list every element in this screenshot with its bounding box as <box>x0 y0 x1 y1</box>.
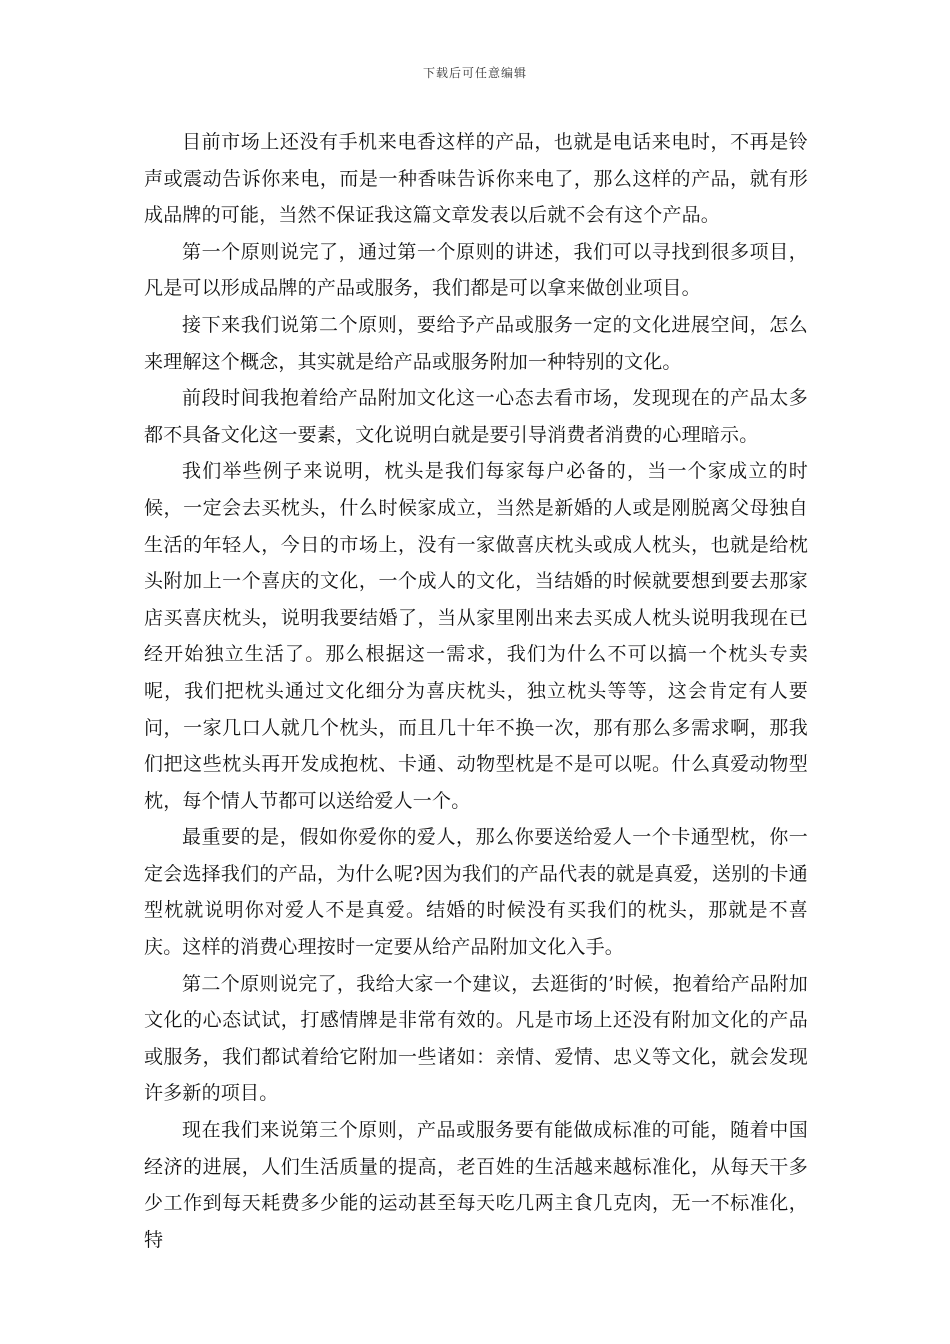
paragraph: 我们举些例子来说明，枕头是我们每家每户必备的，当一个家成立的时候，一定会去买枕头，什么时候家成立，当然是新婚的人或是刚脱离父母独自生活的年轻人，今日的市场上，没有一家做喜庆枕头或成人枕头，也就是给枕头附加上一个喜庆的文化，一个成人的文化，当结婚的时候就要想到要去那家店买喜庆枕头，说明我要结婚了，当从家里刚出来去买成人枕头说明我现在已经开始独立生活了。那么根据这一需求，我们为什么不可以搞一个枕头专卖呢，我们把枕头通过文化细分为喜庆枕头，独立枕头等等，这会肯定有人要问，一家几口人就几个枕头，而且几十年不换一次，那有那么多需求啊，那我们把这些枕头再开发成抱枕、卡通、动物型枕是不是可以呢。什么真爱动物型枕，每个情人节都可以送给爱人一个。 <box>144 460 808 812</box>
body-text <box>144 124 808 1258</box>
paragraph: 目前市场上还没有手机来电香这样的产品，也就是电话来电时，不再是铃声或震动告诉你来电，而是一种香味告诉你来电了，那么这样的产品，就有形成品牌的可能，当然不保证我这篇文章发表以后就不会有这个产品。 <box>144 131 808 227</box>
paragraph: 第一个原则说完了，通过第一个原则的讲述，我们可以寻找到很多项目，凡是可以形成品牌的产品或服务，我们都是可以拿来做创业项目。 <box>144 240 808 300</box>
paragraph: 接下来我们说第二个原则，要给予产品或服务一定的文化进展空间，怎么来理解这个概念，其实就是给产品或服务附加一种特别的文化。 <box>144 313 808 373</box>
page-header: 下载后可任意编辑 <box>422 66 527 80</box>
paragraph: 最重要的是，假如你爱你的爱人，那么你要送给爱人一个卡通型枕，你一定会选择我们的产品，为什么呢?因为我们的产品代表的就是真爱，送别的卡通型枕就说明你对爱人不是真爱。结婚的时候没有买我们的枕头，那就是不喜庆。这样的消费心理按时一定要从给产品附加文化入手。 <box>144 826 808 959</box>
paragraph: 前段时间我抱着给产品附加文化这一心态去看市场，发现现在的产品太多都不具备文化这一要素，文化说明白就是要引导消费者消费的心理暗示。 <box>144 387 808 446</box>
paragraph: 第二个原则说完了，我给大家一个建议，去逛街的’时候，抱着给产品附加文化的心态试试，打感情牌是非常有效的。凡是市场上还没有附加文化的产品或服务，我们都试着给它附加一些诸如：亲情、爱情、忠义等文化，就会发现许多新的项目。 <box>144 972 808 1105</box>
paragraph: 现在我们来说第三个原则，产品或服务要有能做成标准的可能，随着中国经济的进展，人们生活质量的提高，老百姓的生活越来越标准化，从每天干多少工作到每天耗费多少能的运动甚至每天吃几两主食几克肉，无一不标准化，特 <box>144 1119 808 1251</box>
